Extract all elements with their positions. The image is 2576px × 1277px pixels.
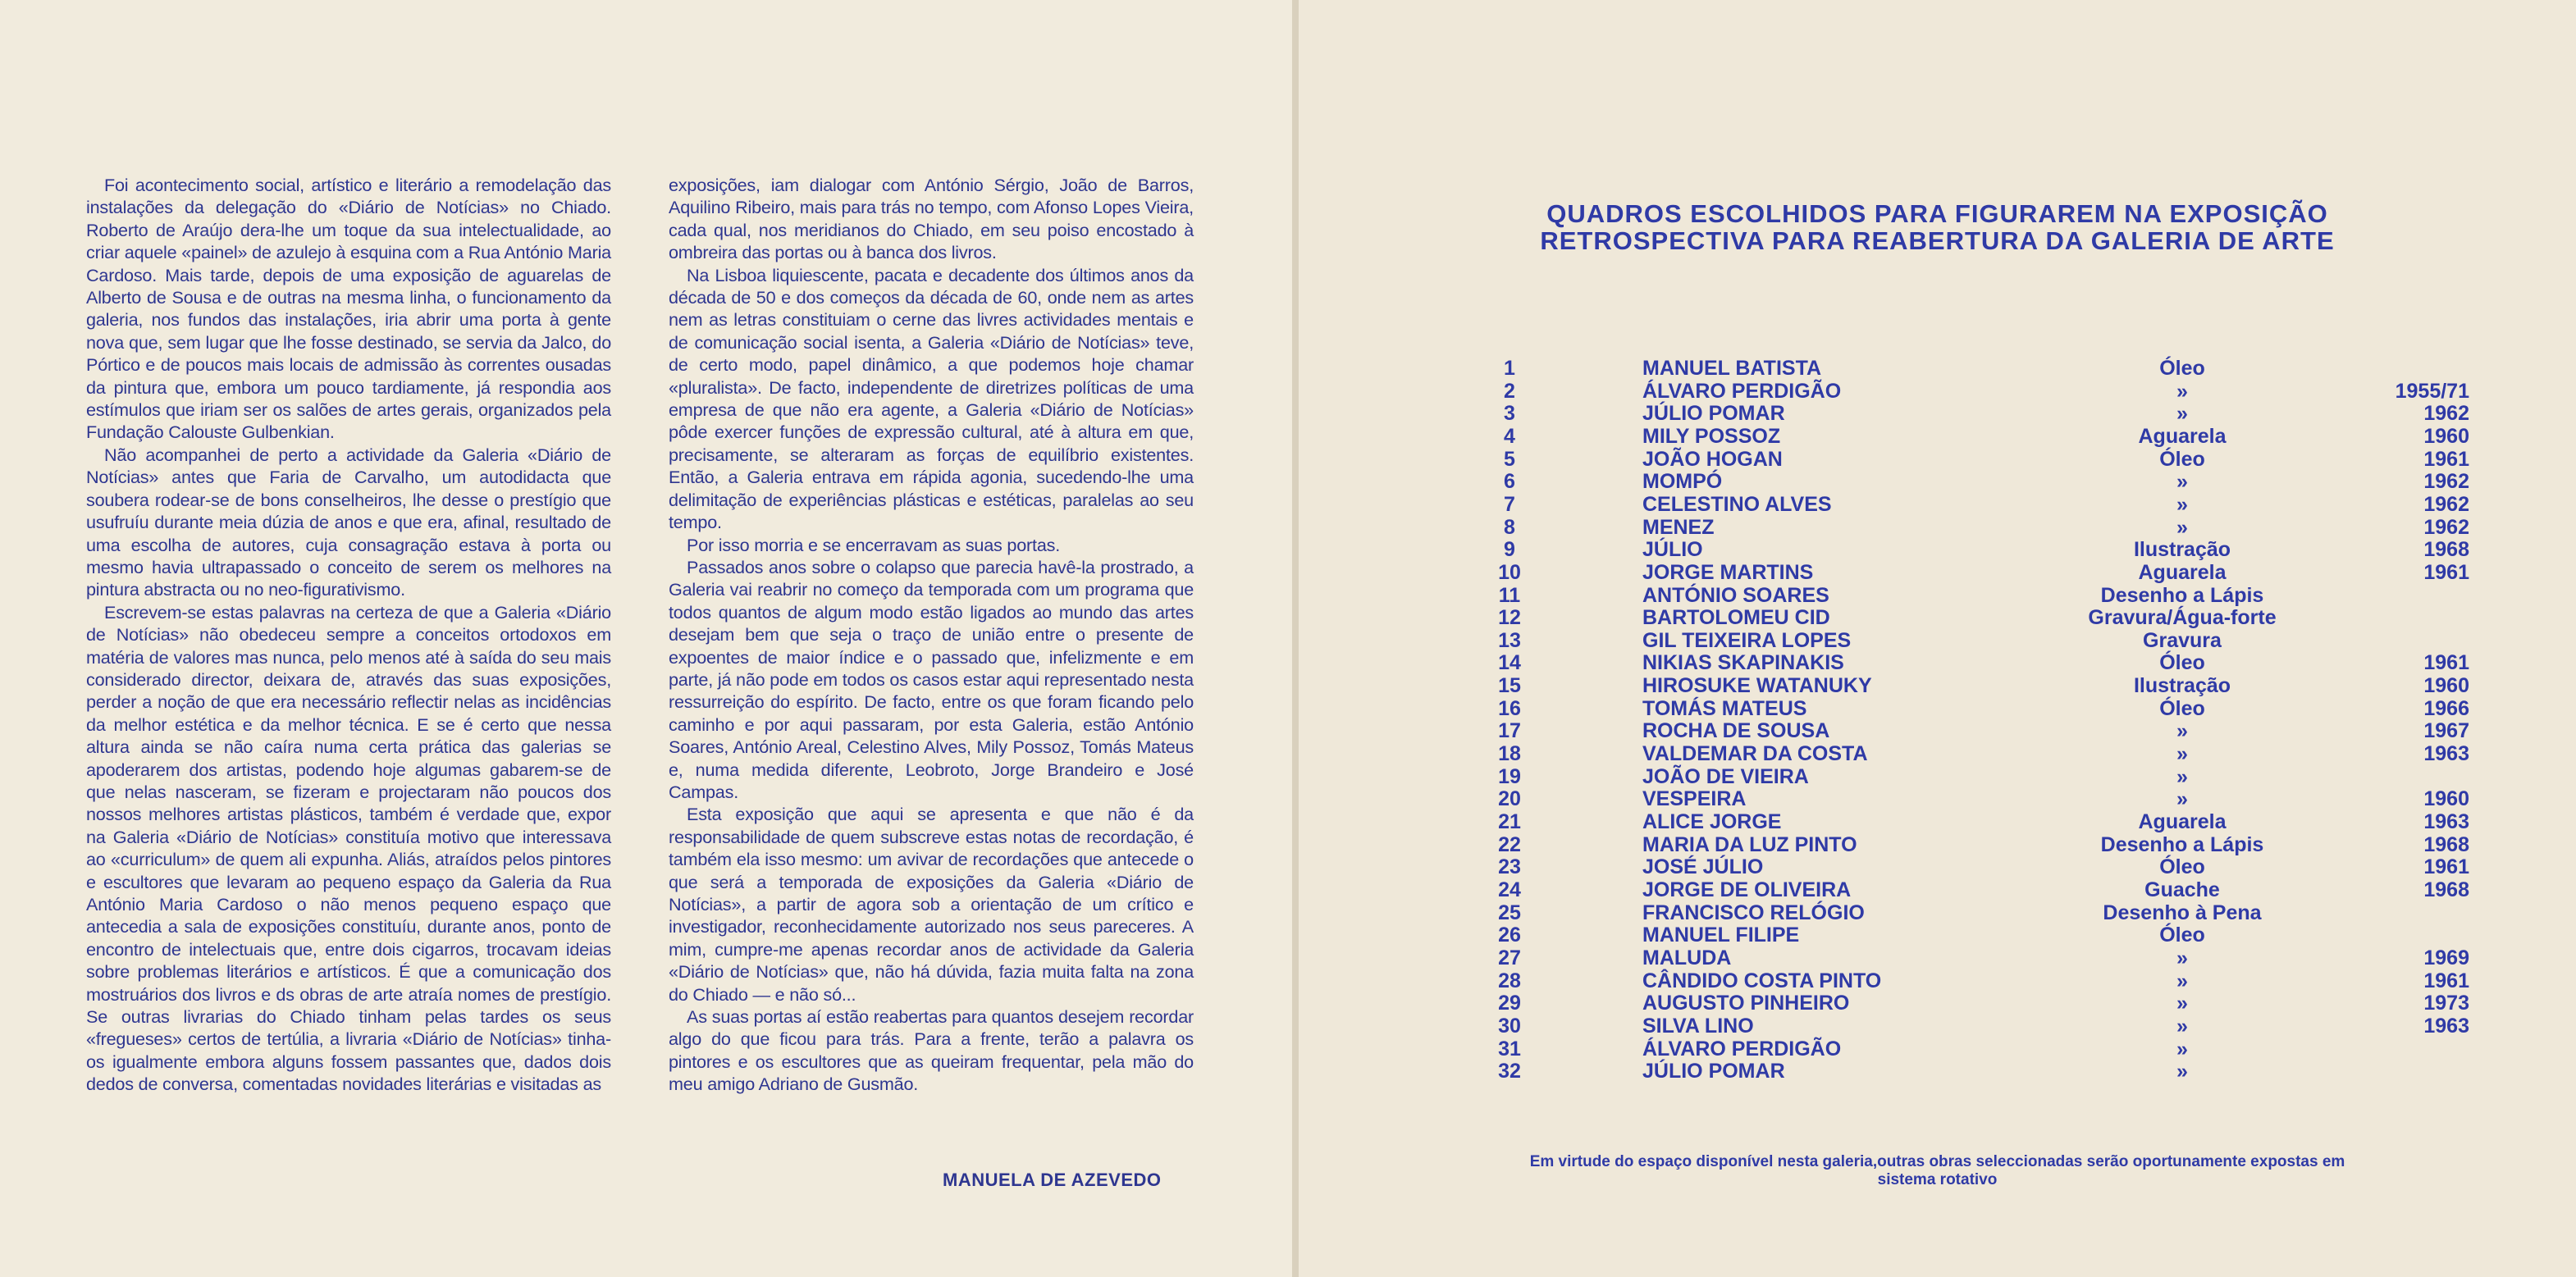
work-artist: MENEZ	[1642, 515, 1715, 539]
work-technique: Óleo	[2159, 447, 2205, 471]
work-number: 26	[1498, 924, 1521, 947]
work-year: 1963	[2423, 742, 2469, 766]
work-technique: Óleo	[2159, 855, 2205, 879]
work-year: 1963	[2423, 1014, 2469, 1038]
work-year: 1973	[2423, 992, 2469, 1015]
work-row	[0, 969, 2576, 992]
title-line: QUADROS ESCOLHIDOS PARA FIGURAREM NA EXPOSIÇÃO	[1546, 199, 2328, 228]
work-number: 21	[1498, 810, 1521, 833]
work-number: 11	[1498, 583, 1521, 607]
work-year: 1968	[2423, 878, 2469, 901]
work-row	[0, 787, 2576, 810]
work-artist: CÂNDIDO COSTA PINTO	[1642, 969, 1882, 992]
paragraph: Esta exposição que aqui se apresenta e que não é da responsabilidade de quem subscreve estas notas de recordação, é também ela isso mesmo: um avivar de recordações que antecede o que será a temporada de exposições da Galeria «Diário de Notícias», a partir de agora sob a orientação de um crítico e investigador, reconhecidamente autorizado nos seus pareceres. A mim, cumpre-me apenas recordar anos de actividade da Galeria «Diário de Notícias» que, não há dúvida, fazia muita falta na zona do Chiado — e não só...	[669, 804, 1194, 1005]
work-row	[0, 606, 2576, 629]
work-row	[0, 1015, 2576, 1038]
work-number: 24	[1498, 878, 1521, 901]
work-year: 1961	[2423, 969, 2469, 992]
paragraph: Não acompanhei de perto a actividade da Galeria «Diário de Notícias» antes que Faria de Carvalho, um autodidacta que soubera rodear-se de bons conselheiros, lhe desse o prestígio que usufruíu durante meia dúzia de anos e que era, afinal, resultado de uma escolha de autores, cuja consagração estava à porta ou mesmo havia ultrapassado o conceito de serem os melhores na pintura abstracta ou no neo-figurativismo.	[86, 444, 611, 600]
work-number: 23	[1498, 855, 1521, 879]
work-artist: MALUDA	[1642, 946, 1732, 969]
work-technique: Óleo	[2159, 357, 2205, 380]
work-year: 1962	[2423, 492, 2469, 516]
work-number: 9	[1504, 538, 1515, 562]
work-technique: »	[2176, 492, 2188, 516]
work-technique: Gravura/Água-forte	[2088, 606, 2277, 630]
paragraph: Foi acontecimento social, artístico e literário a remodelação das instalações da delegação do «Diário de Notícias» no Chiado. Roberto de Araújo dera-lhe um toque da sua intelectualidade, ao criar aquele «painel» de azulejo à esquina com a Rua António Maria Cardoso. Mais tarde, depois de uma exposição de aguarelas de Alberto de Sousa e de outras na mesma linha, o funcionamento da galeria, nos fundos das instalações, iria abrir uma porta à gente nova que, sem lugar que lhe fosse destinado, se servia da Jalco, do Pórtico e de poucos mais locais de admissão às correntes ousadas da pintura que, embora um pouco tardiamente, já respondia aos estímulos que iriam ser os salões de artes gerais, organizados pela Fundação Calouste Gulbenkian.	[86, 175, 611, 443]
work-technique: Guache	[2144, 878, 2220, 901]
work-year: 1961	[2423, 855, 2469, 879]
work-technique: »	[2176, 1037, 2188, 1060]
work-technique: »	[2176, 969, 2188, 992]
work-artist: SILVA LINO	[1642, 1014, 1754, 1038]
work-technique: Óleo	[2159, 651, 2205, 675]
work-artist: CELESTINO ALVES	[1642, 492, 1832, 516]
work-year: 1960	[2423, 674, 2469, 698]
work-artist: NIKIAS SKAPINAKIS	[1642, 651, 1844, 675]
work-artist: AUGUSTO PINHEIRO	[1642, 992, 1850, 1015]
paragraph: As suas portas aí estão reabertas para quantos desejem recordar algo do que ficou para trás. Para a frente, terão a palavra os pintores e os escultores que as queiram frequentar, pela mão do meu amigo Adriano de Gusmão.	[669, 1006, 1194, 1095]
work-year: 1968	[2423, 832, 2469, 856]
work-row	[0, 1038, 2576, 1060]
work-artist: FRANCISCO RELÓGIO	[1642, 901, 1865, 924]
work-number: 30	[1498, 1014, 1521, 1038]
work-year: 1961	[2423, 651, 2469, 675]
footnote	[1299, 1153, 2576, 1189]
work-row	[0, 538, 2576, 561]
work-row	[0, 742, 2576, 765]
work-number: 6	[1504, 470, 1515, 494]
work-year: 1963	[2423, 810, 2469, 833]
work-number: 18	[1498, 742, 1521, 766]
works-list-title	[1299, 200, 2576, 254]
work-technique: »	[2176, 787, 2188, 811]
work-artist: MANUEL BATISTA	[1642, 357, 1822, 380]
footnote-line: Em virtude do espaço disponível nesta galeria,outras obras seleccionadas serão oportunamente expostas em	[1529, 1153, 2345, 1170]
work-row	[0, 425, 2576, 448]
work-technique: »	[2176, 402, 2188, 426]
work-number: 20	[1498, 787, 1521, 811]
work-number: 16	[1498, 696, 1521, 720]
work-technique: »	[2176, 742, 2188, 766]
work-row	[0, 561, 2576, 584]
work-artist: ROCHA DE SOUSA	[1642, 719, 1830, 743]
work-artist: ÁLVARO PERDIGÃO	[1642, 379, 1842, 403]
work-technique: Desenho à Pena	[2103, 901, 2262, 924]
work-technique: Ilustração	[2133, 674, 2231, 698]
work-row	[0, 629, 2576, 652]
work-artist: VESPEIRA	[1642, 787, 1747, 811]
work-artist: ALICE JORGE	[1642, 810, 1782, 833]
work-technique: Aguarela	[2138, 810, 2227, 833]
work-technique: »	[2176, 379, 2188, 403]
work-number: 10	[1498, 560, 1521, 584]
work-number: 17	[1498, 719, 1521, 743]
work-artist: MARIA DA LUZ PINTO	[1642, 832, 1857, 856]
work-number: 28	[1498, 969, 1521, 992]
work-number: 8	[1504, 515, 1515, 539]
work-number: 19	[1498, 764, 1521, 788]
work-row	[0, 470, 2576, 493]
work-artist: JOÃO DE VIEIRA	[1642, 764, 1809, 788]
work-row	[0, 402, 2576, 425]
work-year: 1962	[2423, 470, 2469, 494]
work-number: 12	[1498, 606, 1521, 630]
work-row	[0, 946, 2576, 969]
work-number: 3	[1504, 402, 1515, 426]
work-row	[0, 810, 2576, 833]
work-year: 1967	[2423, 719, 2469, 743]
work-technique: »	[2176, 946, 2188, 969]
work-row	[0, 493, 2576, 516]
work-number: 32	[1498, 1060, 1521, 1083]
work-artist: MANUEL FILIPE	[1642, 924, 1800, 947]
work-artist: JORGE MARTINS	[1642, 560, 1814, 584]
work-number: 14	[1498, 651, 1521, 675]
work-technique: »	[2176, 470, 2188, 494]
work-year: 1955/71	[2395, 379, 2469, 403]
paragraph: Na Lisboa liquiescente, pacata e decadente dos últimos anos da década de 50 e dos começos da década de 60, onde nem as artes nem as letras constituiam o cerne das livres actividades mentais e de comunicação social isenta, a Galeria «Diário de Notícias» teve, de certo modo, papel dinâmico, a que podemos hoje chamar «pluralista». De facto, independente de diretrizes políticas de uma empresa de que não era agente, a Galeria «Diário de Notícias» pôde exercer funções de expressão cultural, até à altura em que, precisamente, se alteraram as forças de equilíbrio existentes. Então, a Galeria entrava em rápida agonia, sucedendo-lhe uma delimitação de experiências plásticas e estéticas, paralelas ao seu tempo.	[669, 264, 1194, 533]
work-technique: Ilustração	[2133, 538, 2231, 562]
work-year: 1960	[2423, 787, 2469, 811]
work-technique: Aguarela	[2138, 560, 2227, 584]
work-year: 1962	[2423, 515, 2469, 539]
footnote-line: sistema rotativo	[1877, 1171, 1998, 1188]
work-artist: MOMPÓ	[1642, 470, 1723, 494]
work-technique: Óleo	[2159, 696, 2205, 720]
work-technique: »	[2176, 719, 2188, 743]
work-row	[0, 924, 2576, 946]
paragraph: Escrevem-se estas palavras na certeza de que a Galeria «Diário de Notícias» não obedeceu sempre a conceitos ortodoxos em matéria de valores mas nunca, pelo menos até à saída do seu mais considerado director, deixara de, através das suas exposições, perder a noção de que era necessário reflectir nelas as incidências da melhor estética e da melhor técnica. E se é certo que nessa altura ainda se não caíra numa certa prática das galerias se apoderarem dos artistas, podendo hoje algumas gabarem-se de que nelas nasceram, se fizeram e projectaram não poucos dos nossos melhores artistas plásticos, também é verdade que, expor na Galeria «Diário de Notícias» constituía motivo que interessava ao «curriculum» de quem ali expunha. Aliás, atraídos pelos pintores e escultores que levaram ao pequeno espaço da Galeria da Rua António Maria Cardoso o não menos pequeno espaço que antecedia a sala de exposições constituíu, durante anos, ponto de encontro de intelectuais que, entre dois cigarros, trocavam ideias sobre problemas literários e artísticos. É que a comunicação dos mostruários dos livros e ds obras de arte atraía nomes de prestígio. Se outras livrarias do Chiado tinham pelas tardes os seus «fregueses» certos de tertúlia, a livraria «Diário de Notícias» tinha-os igualmente embora alguns fossem passantes que, dados dois dedos de conversa, comentadas novidades literárias e visitadas as	[86, 601, 611, 1095]
work-technique: Óleo	[2159, 924, 2205, 947]
work-artist: MILY POSSOZ	[1642, 424, 1781, 448]
work-row	[0, 719, 2576, 742]
paragraph: Passados anos sobre o colapso que parecia havê-la prostrado, a Galeria vai reabrir no começo da temporada com um programa que todos quantos de algum modo estão ligados ao mundo das artes desejam bem que seja o traço de união entre o presente de expoentes de maior índice e o passado que, infelizmente e em parte, já não pode em todos os casos estar aqui representado nesta ressurreição do espírito. De facto, entre os que foram ficando pelo caminho e por aqui passaram, por esta Galeria, estão António Soares, António Areal, Celestino Alves, Mily Possoz, Tomás Mateus e, numa medida diferente, Leobroto, Jorge Brandeiro e José Campas.	[669, 556, 1194, 802]
work-number: 15	[1498, 674, 1521, 698]
work-row	[0, 357, 2576, 380]
work-year: 1960	[2423, 424, 2469, 448]
work-number: 31	[1498, 1037, 1521, 1060]
work-artist: JÚLIO POMAR	[1642, 1060, 1785, 1083]
work-artist: ÁLVARO PERDIGÃO	[1642, 1037, 1842, 1060]
title-line: RETROSPECTIVA PARA REABERTURA DA GALERIA DE ARTE	[1540, 226, 2335, 255]
work-artist: JORGE DE OLIVEIRA	[1642, 878, 1852, 901]
work-year: 1966	[2423, 696, 2469, 720]
work-technique: Desenho a Lápis	[2100, 583, 2264, 607]
work-artist: VALDEMAR DA COSTA	[1642, 742, 1868, 766]
work-artist: JÚLIO POMAR	[1642, 402, 1785, 426]
work-artist: TOMÁS MATEUS	[1642, 696, 1807, 720]
work-row	[0, 878, 2576, 901]
work-technique: »	[2176, 515, 2188, 539]
work-number: 22	[1498, 832, 1521, 856]
work-year: 1961	[2423, 560, 2469, 584]
work-number: 2	[1504, 379, 1515, 403]
work-row	[0, 855, 2576, 878]
work-artist: BARTOLOMEU CID	[1642, 606, 1830, 630]
work-number: 5	[1504, 447, 1515, 471]
work-artist: JOÃO HOGAN	[1642, 447, 1783, 471]
work-artist: GIL TEIXEIRA LOPES	[1642, 628, 1852, 652]
work-artist: JOSÉ JÚLIO	[1642, 855, 1764, 879]
work-number: 29	[1498, 992, 1521, 1015]
paragraph: Por isso morria e se encerravam as suas portas.	[687, 534, 1061, 555]
work-number: 13	[1498, 628, 1521, 652]
work-row	[0, 651, 2576, 674]
paragraph: exposições, iam dialogar com António Sérgio, João de Barros, Aquilino Ribeiro, mais para trás no tempo, com Afonso Lopes Vieira, cada qual, nos meridianos do Chiado, em seu poiso encostado à ombreira das portas ou à banca dos livros.	[669, 175, 1194, 263]
work-row	[0, 380, 2576, 403]
work-artist: JÚLIO	[1642, 538, 1703, 562]
work-number: 7	[1504, 492, 1515, 516]
work-year: 1962	[2423, 402, 2469, 426]
work-row	[0, 833, 2576, 856]
work-year: 1968	[2423, 538, 2469, 562]
work-row	[0, 674, 2576, 697]
work-technique: »	[2176, 992, 2188, 1015]
work-row	[0, 448, 2576, 471]
work-technique: Desenho a Lápis	[2100, 832, 2264, 856]
work-row	[0, 516, 2576, 539]
work-technique: »	[2176, 1014, 2188, 1038]
work-row	[0, 1060, 2576, 1083]
work-row	[0, 697, 2576, 720]
work-technique: Aguarela	[2138, 424, 2227, 448]
work-year: 1969	[2423, 946, 2469, 969]
work-number: 27	[1498, 946, 1521, 969]
work-artist: HIROSUKE WATANUKY	[1642, 674, 1872, 698]
work-number: 1	[1504, 357, 1515, 380]
work-year: 1961	[2423, 447, 2469, 471]
work-artist: ANTÓNIO SOARES	[1642, 583, 1829, 607]
work-row	[0, 901, 2576, 924]
work-row	[0, 992, 2576, 1015]
work-row	[0, 584, 2576, 607]
work-number: 25	[1498, 901, 1521, 924]
author-signature: MANUELA DE AZEVEDO	[943, 1170, 1162, 1190]
work-technique: »	[2176, 1060, 2188, 1083]
work-technique: »	[2176, 764, 2188, 788]
work-number: 4	[1504, 424, 1515, 448]
work-row	[0, 765, 2576, 788]
work-technique: Gravura	[2143, 628, 2222, 652]
